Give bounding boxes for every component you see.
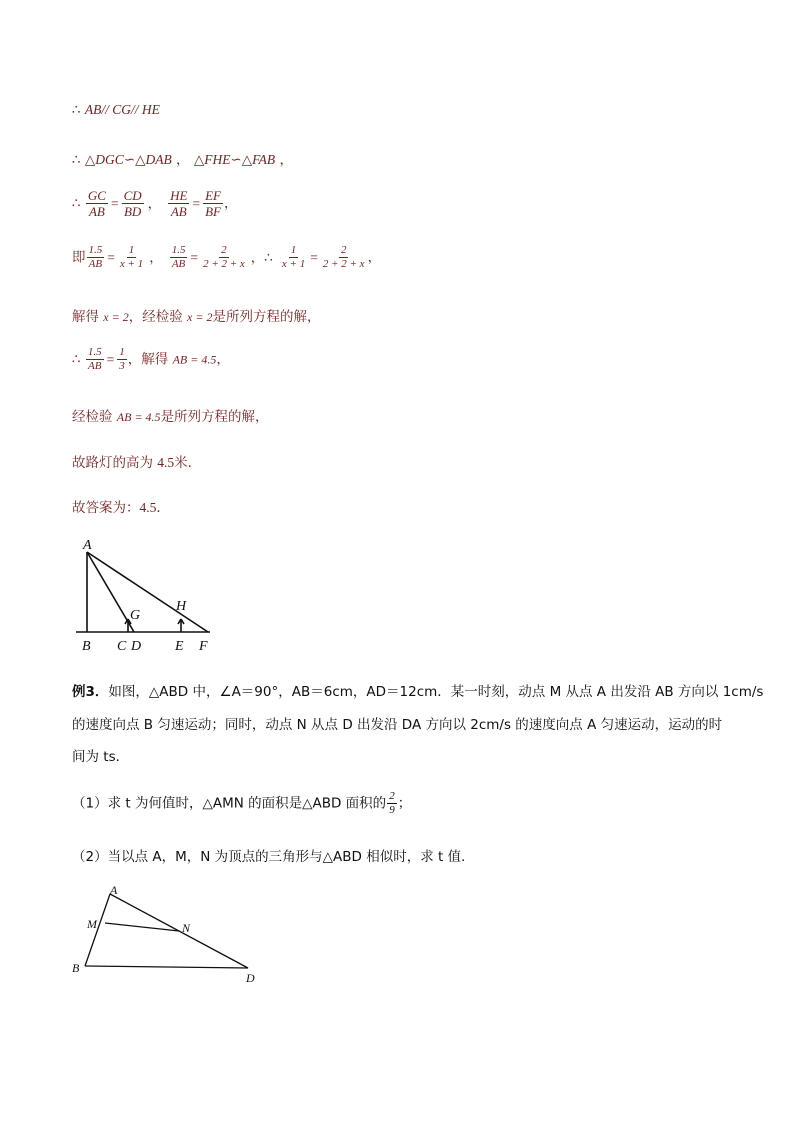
text: 是所列方程的解， xyxy=(160,409,269,425)
equals-sign: = xyxy=(110,195,119,211)
fraction xyxy=(168,188,189,219)
fraction xyxy=(170,244,188,271)
separator: ， xyxy=(367,249,382,266)
text: 经检验 xyxy=(72,409,113,425)
therefore-symbol: ∴ xyxy=(72,102,81,118)
example-heading-dot: ． xyxy=(94,684,109,700)
denominator: BF xyxy=(205,204,221,219)
label-A: A xyxy=(83,538,92,553)
fraction xyxy=(86,346,104,373)
separator: ，∴ xyxy=(250,249,273,266)
fraction xyxy=(87,244,105,271)
text: ，经检验 xyxy=(128,309,183,325)
numerator: 1.5 xyxy=(88,244,103,256)
text: 故答案为： xyxy=(72,500,140,516)
problem-text: 如图，△ABD 中，∠A＝90°，AB＝6cm，AD＝12cm．某一时刻，动点 M 从点 A 出发沿 AB 方向以 1cm/s xyxy=(108,684,764,700)
therefore-symbol: ∴ xyxy=(72,351,81,368)
solution-line-9 xyxy=(72,496,170,516)
numerator: 2 xyxy=(389,790,395,802)
side-BD xyxy=(85,966,248,968)
fraction xyxy=(280,244,307,271)
segment-MN xyxy=(105,923,179,931)
equals-sign: = xyxy=(310,249,318,265)
solution-line-7 xyxy=(72,405,269,425)
solution-line-6 xyxy=(72,346,230,373)
numerator: 2 xyxy=(340,244,347,256)
fraction xyxy=(122,188,144,219)
solution-line-3 xyxy=(72,188,238,219)
numerator: GC xyxy=(87,188,106,203)
text: 故路灯的高为 xyxy=(72,455,153,471)
parallel-statement: AB// CG// HE xyxy=(84,102,160,117)
equals-sign: = xyxy=(190,249,199,265)
math-expression: AB = 4.5 xyxy=(172,352,217,367)
numerator: 2 xyxy=(221,244,227,256)
example-heading: 例3 xyxy=(72,684,95,700)
problem-text: 间为 ts． xyxy=(72,749,130,765)
separator: ， xyxy=(149,249,163,266)
text: 米． xyxy=(174,455,202,471)
numerator: 1.5 xyxy=(87,346,102,358)
separator: ， xyxy=(279,152,293,168)
label-F: F xyxy=(199,639,208,654)
text: 是所列方程的解， xyxy=(212,309,321,325)
separator: ， xyxy=(147,195,162,212)
question-2 xyxy=(72,845,475,865)
label-B: B xyxy=(72,961,80,975)
question-text: （2）当以点 A，M，N 为顶点的三角形与△ABD 相似时，求 t 值． xyxy=(72,849,475,865)
solution-line-8 xyxy=(72,451,201,471)
therefore-symbol: ∴ xyxy=(72,152,81,168)
example-3-line-2 xyxy=(72,713,722,733)
equals-sign: = xyxy=(107,249,115,265)
denominator: AB xyxy=(170,204,187,219)
label-B: B xyxy=(82,639,91,654)
text: ． xyxy=(156,500,170,516)
label-G: G xyxy=(130,608,141,623)
similarity-2: △FHE∽△FAB xyxy=(193,152,276,167)
denominator: x + 1 xyxy=(119,258,144,270)
numerator: 1 xyxy=(128,244,135,256)
math-expression: AB = 4.5 xyxy=(116,410,161,424)
denominator: AB xyxy=(88,360,102,372)
solution-line-4 xyxy=(72,244,381,271)
label-D: D xyxy=(131,639,142,654)
text: 解得 xyxy=(72,309,99,325)
fraction xyxy=(201,244,247,271)
solution-line-5 xyxy=(72,305,320,325)
numerator: EF xyxy=(205,188,221,203)
separator: ， xyxy=(224,195,238,212)
numerator: 1 xyxy=(290,244,297,256)
solution-line-2 xyxy=(72,148,293,168)
equals-sign: = xyxy=(192,195,201,211)
number: 4.5 xyxy=(157,455,175,470)
similarity-1: △DGC∽△DAB xyxy=(84,152,172,167)
text: ， xyxy=(216,351,230,368)
fraction xyxy=(117,346,127,373)
separator: ， xyxy=(176,152,190,168)
example-3-line-1 xyxy=(72,680,763,700)
denominator: x + 1 xyxy=(281,258,306,270)
question-1 xyxy=(72,790,411,817)
numerator: 1.5 xyxy=(171,244,186,256)
fraction xyxy=(86,188,108,219)
denominator: 2 + 2 + x xyxy=(322,258,365,270)
number: 4.5 xyxy=(139,500,157,515)
numerator: HE xyxy=(170,188,188,203)
separator: ； xyxy=(397,795,412,812)
solution-line-1 xyxy=(72,102,160,118)
label-D: D xyxy=(246,971,255,985)
numerator: CD xyxy=(123,188,142,203)
label-C: C xyxy=(117,639,127,654)
numerator: 1 xyxy=(119,346,125,358)
therefore-symbol: ∴ xyxy=(72,195,81,212)
question-text: （1）求 t 为何值时，△AMN 的面积是△ABD 面积的 xyxy=(72,795,387,812)
denominator: 2 + 2 + x xyxy=(203,258,245,270)
fraction xyxy=(387,790,397,817)
light-ray-AF xyxy=(87,552,208,632)
example-3-line-3 xyxy=(72,745,129,765)
namely-word: 即 xyxy=(72,249,86,266)
denominator: 3 xyxy=(119,360,125,372)
triangle-ABD-figure xyxy=(68,882,268,987)
equals-sign: = xyxy=(106,351,115,367)
fraction xyxy=(203,188,223,219)
label-E: E xyxy=(175,639,184,654)
problem-text: 的速度向点 B 匀速运动；同时，动点 N 从点 D 出发沿 DA 方向以 2cm/s 的速度向点 A 匀速运动，运动的时 xyxy=(72,717,723,733)
label-N: N xyxy=(182,921,191,935)
fraction xyxy=(321,244,367,271)
denominator: 9 xyxy=(389,804,395,816)
denominator: AB xyxy=(88,204,105,219)
label-H: H xyxy=(176,599,187,614)
math-expression: x = 2 xyxy=(103,310,129,324)
fraction xyxy=(118,244,145,271)
math-expression: x = 2 xyxy=(187,310,213,324)
denominator: AB xyxy=(171,258,186,270)
text: ，解得 xyxy=(127,351,169,368)
label-M: M xyxy=(87,917,97,931)
label-A: A xyxy=(110,883,118,897)
denominator: AB xyxy=(88,258,103,270)
denominator: BD xyxy=(123,204,142,219)
streetlight-figure xyxy=(70,530,230,660)
